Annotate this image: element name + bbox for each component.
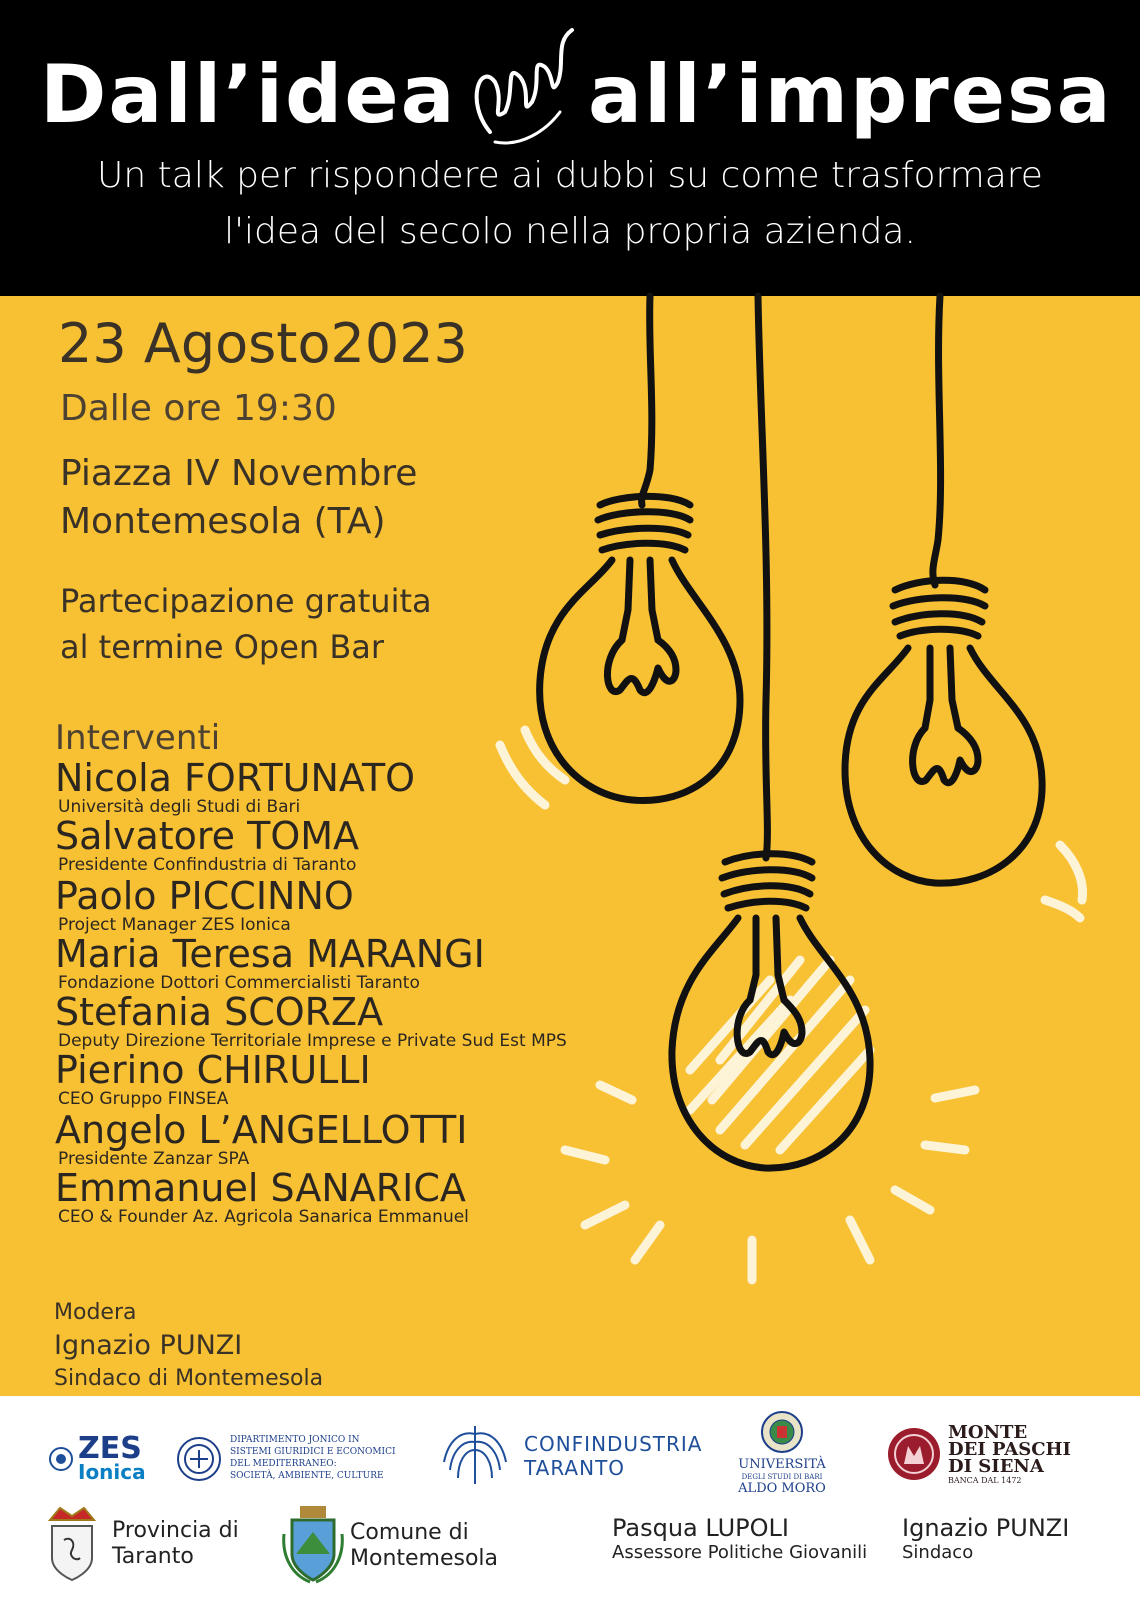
confindustria-logo (440, 1422, 703, 1492)
subtitle-line-1: Un talk per rispondere ai dubbi su come trasformare (97, 155, 1043, 196)
department-line-3: DEL MEDITERRANEO: (230, 1459, 337, 1469)
speaker-name: Pierino CHIRULLI (55, 1048, 371, 1092)
speaker-role: Presidente Confindustria di Taranto (58, 855, 357, 875)
provincia-line-1: Provincia di (112, 1518, 239, 1543)
place-line-2: Montemesola (TA) (60, 501, 386, 542)
confindustria-line-2: TARANTO (524, 1456, 626, 1480)
comune-line-2: Montemesola (350, 1546, 499, 1571)
provincia-name (112, 1518, 239, 1570)
mps-line-1: MONTE (948, 1422, 1028, 1443)
speaker-role: Deputy Direzione Territoriale Imprese e Private Sud Est MPS (58, 1031, 567, 1051)
speaker (55, 758, 415, 816)
speaker-role: Fondazione Dottori Commercialisti Taranto (58, 973, 420, 993)
speaker-name: Maria Teresa MARANGI (55, 932, 485, 976)
speaker (55, 1110, 467, 1168)
participation-line-2: al termine Open Bar (60, 628, 385, 666)
punzi-role: Sindaco (902, 1542, 974, 1563)
uniba-logo (730, 1410, 840, 1500)
department-logo (176, 1430, 406, 1490)
moderator-role: Sindaco di Montemesola (54, 1366, 324, 1391)
punzi-name: Ignazio PUNZI (902, 1514, 1070, 1542)
interventi-label: Interventi (55, 718, 221, 758)
moderator-label: Modera (54, 1300, 137, 1325)
speaker-name: Nicola FORTUNATO (55, 756, 416, 800)
speaker-name: Angelo L’ANGELLOTTI (55, 1108, 468, 1152)
event-place (60, 450, 417, 546)
speaker (55, 934, 485, 992)
speaker (55, 816, 359, 874)
moderator-name: Ignazio PUNZI (54, 1330, 243, 1361)
light-bulb-icon (500, 296, 975, 1280)
confindustria-eagle-icon (440, 1422, 510, 1488)
zes-emblem-icon (48, 1446, 78, 1476)
speaker-name: Stefania SCORZA (55, 990, 384, 1034)
confindustria-line-1: CONFINDUSTRIA (524, 1432, 703, 1456)
mps-line-2: DEI PASCHI (948, 1439, 1071, 1460)
footer-logos (0, 1396, 1140, 1612)
light-bulb-icon (540, 296, 740, 800)
lupoli-role: Assessore Politiche Giovanili (612, 1542, 868, 1563)
punzi-credit (902, 1514, 1069, 1564)
provincia-line-2: Taranto (112, 1544, 194, 1569)
title-right: all’impresa (588, 48, 1113, 141)
speaker (55, 1168, 469, 1226)
speaker-name: Paolo PICCINNO (55, 874, 354, 918)
event-time: Dalle ore 19:30 (60, 388, 337, 429)
event-participation (60, 578, 432, 670)
zes-text: ZES (78, 1431, 142, 1466)
moderator-block (54, 1296, 323, 1395)
lupoli-credit (612, 1514, 867, 1564)
uniba-line-3: ALDO MORO (738, 1481, 826, 1496)
comune-name (350, 1520, 498, 1572)
mps-seal-icon (886, 1422, 942, 1486)
title-left: Dall’idea (40, 48, 457, 141)
speaker (55, 876, 354, 934)
event-date: 23 Agosto2023 (58, 312, 468, 375)
subtitle-line-2: l'idea del secolo nella propria azienda. (224, 211, 916, 252)
speaker (55, 992, 567, 1050)
participation-line-1: Partecipazione gratuita (60, 582, 432, 620)
light-bulb-icon (845, 296, 1083, 918)
speaker-role: Presidente Zanzar SPA (58, 1149, 250, 1169)
department-line-2: SISTEMI GIURIDICI E ECONOMICI (230, 1447, 396, 1457)
speaker-role: CEO & Founder Az. Agricola Sanarica Emmanuel (58, 1207, 469, 1227)
speaker-name: Emmanuel SANARICA (55, 1166, 466, 1210)
mps-line-3: DI SIENA (948, 1456, 1044, 1477)
department-seal-icon (176, 1436, 222, 1482)
place-line-1: Piazza IV Novembre (60, 453, 418, 494)
provincia-crest-icon (44, 1506, 100, 1582)
uniba-line-1: UNIVERSITÀ (738, 1457, 826, 1472)
speaker-role: CEO Gruppo FINSEA (58, 1089, 229, 1109)
uniba-line-2: DEGLI STUDI DI BARI (741, 1473, 823, 1481)
uniba-seal-icon (760, 1410, 804, 1454)
lupoli-name: Pasqua LUPOLI (612, 1514, 789, 1542)
department-line-4: SOCIETÀ, AMBIENTE, CULTURE (230, 1471, 384, 1481)
speaker-name: Salvatore TOMA (55, 814, 360, 858)
department-line-1: DIPARTIMENTO JONICO IN (230, 1435, 360, 1445)
zes-ionica-logo (48, 1431, 148, 1494)
mps-logo (886, 1422, 1106, 1492)
comune-line-1: Comune di (350, 1520, 469, 1545)
speaker-role: Project Manager ZES Ionica (58, 915, 291, 935)
mps-line-4: BANCA DAL 1472 (948, 1476, 1022, 1485)
ionica-text: Ionica (78, 1460, 146, 1484)
comune-crest-icon (280, 1504, 346, 1584)
speaker (55, 1050, 371, 1108)
speaker-role: Università degli Studi di Bari (58, 797, 301, 817)
